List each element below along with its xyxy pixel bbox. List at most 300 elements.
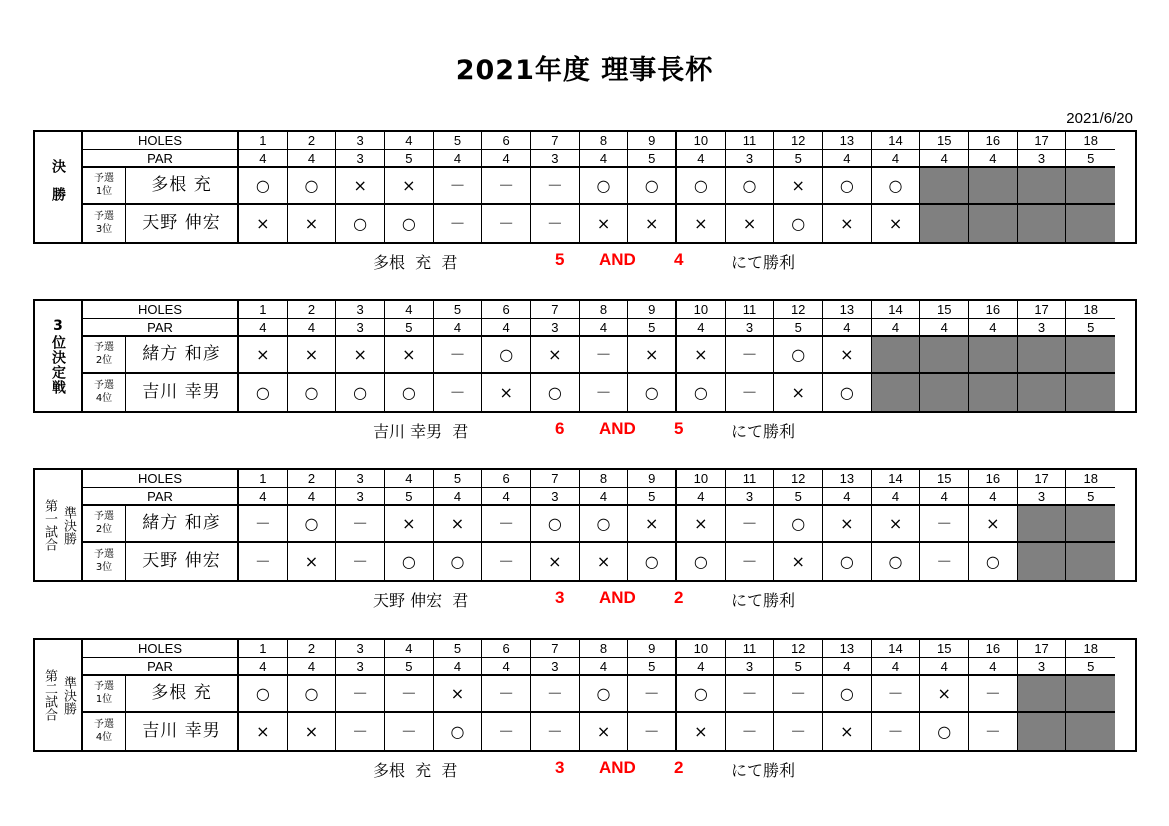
hole-result: ○ bbox=[288, 506, 337, 543]
round-label-sub: 第二試合 bbox=[42, 669, 57, 721]
hole-result: － bbox=[336, 676, 385, 713]
hole-result: ○ bbox=[872, 168, 921, 205]
hole-result: － bbox=[434, 337, 483, 374]
hole-number: 3 bbox=[336, 301, 385, 319]
hole-result: ○ bbox=[531, 506, 580, 543]
par-value: 4 bbox=[288, 658, 337, 676]
hole-number: 14 bbox=[872, 301, 921, 319]
par-value: 5 bbox=[385, 658, 434, 676]
event-date: 2021/6/20 bbox=[1066, 110, 1133, 127]
hole-number: 1 bbox=[239, 132, 288, 150]
and-label: AND bbox=[599, 758, 636, 777]
unplayed-hole-cell bbox=[920, 337, 969, 374]
hole-result: × bbox=[677, 205, 726, 242]
par-value: 4 bbox=[580, 319, 629, 337]
hole-result: × bbox=[434, 506, 483, 543]
hole-number: 10 bbox=[677, 640, 726, 658]
par-value: 4 bbox=[872, 488, 921, 506]
hole-number: 12 bbox=[774, 470, 823, 488]
par-value: 4 bbox=[288, 319, 337, 337]
hole-result: － bbox=[774, 713, 823, 750]
hole-result: － bbox=[580, 374, 629, 411]
hole-result: ○ bbox=[580, 168, 629, 205]
hole-number: 4 bbox=[385, 470, 434, 488]
hole-number: 18 bbox=[1066, 640, 1115, 658]
hole-result: × bbox=[774, 543, 823, 580]
hole-number: 6 bbox=[482, 301, 531, 319]
hole-result: × bbox=[385, 168, 434, 205]
hole-result: ○ bbox=[628, 374, 677, 411]
hole-result: － bbox=[239, 506, 288, 543]
par-value: 4 bbox=[920, 319, 969, 337]
hole-number: 12 bbox=[774, 640, 823, 658]
hole-result: × bbox=[774, 374, 823, 411]
hole-result: ○ bbox=[969, 543, 1018, 580]
winner-name: 吉川 幸男 君 bbox=[373, 422, 469, 441]
hole-number: 2 bbox=[288, 470, 337, 488]
hole-number: 6 bbox=[482, 640, 531, 658]
hole-result: － bbox=[726, 337, 775, 374]
hole-result: × bbox=[823, 337, 872, 374]
match-grid bbox=[33, 638, 1137, 752]
round-label: 決勝 bbox=[35, 132, 83, 242]
hole-number: 15 bbox=[920, 640, 969, 658]
unplayed-hole-cell bbox=[1018, 374, 1067, 411]
hole-result: ○ bbox=[774, 337, 823, 374]
hole-result: ○ bbox=[336, 205, 385, 242]
hole-result: × bbox=[288, 713, 337, 750]
holes-up: 3 bbox=[555, 758, 565, 777]
par-value: 4 bbox=[823, 150, 872, 168]
hole-result: × bbox=[677, 337, 726, 374]
hole-number: 9 bbox=[628, 640, 677, 658]
hole-number: 9 bbox=[628, 132, 677, 150]
hole-number: 17 bbox=[1018, 640, 1067, 658]
par-value: 5 bbox=[628, 150, 677, 168]
holes-remaining: 4 bbox=[674, 250, 684, 269]
hole-result: × bbox=[774, 168, 823, 205]
hole-number: 1 bbox=[239, 640, 288, 658]
par-value: 5 bbox=[1066, 488, 1115, 506]
unplayed-hole-cell bbox=[1066, 168, 1115, 205]
hole-result: × bbox=[531, 337, 580, 374]
par-value: 4 bbox=[677, 658, 726, 676]
hole-number: 15 bbox=[920, 132, 969, 150]
hole-result: × bbox=[239, 713, 288, 750]
hole-result: ○ bbox=[531, 374, 580, 411]
player-name: 吉川 幸男 bbox=[126, 374, 239, 411]
and-label: AND bbox=[599, 588, 636, 607]
par-value: 4 bbox=[434, 150, 483, 168]
hole-result: × bbox=[872, 205, 921, 242]
holes-remaining: 2 bbox=[674, 758, 684, 777]
par-value: 5 bbox=[628, 319, 677, 337]
hole-number: 12 bbox=[774, 132, 823, 150]
unplayed-hole-cell bbox=[920, 168, 969, 205]
hole-number: 16 bbox=[969, 640, 1018, 658]
unplayed-hole-cell bbox=[1066, 713, 1115, 750]
holes-remaining: 5 bbox=[674, 419, 684, 438]
hole-result: × bbox=[385, 506, 434, 543]
hole-number: 2 bbox=[288, 132, 337, 150]
hole-result: ○ bbox=[288, 168, 337, 205]
unplayed-hole-cell bbox=[1066, 337, 1115, 374]
hole-result: ○ bbox=[677, 168, 726, 205]
hole-result: － bbox=[482, 205, 531, 242]
unplayed-hole-cell bbox=[1018, 713, 1067, 750]
hole-result: － bbox=[531, 205, 580, 242]
par-value: 4 bbox=[920, 488, 969, 506]
hole-result: × bbox=[823, 713, 872, 750]
hole-number: 16 bbox=[969, 132, 1018, 150]
hole-number: 3 bbox=[336, 470, 385, 488]
par-label: PAR bbox=[83, 488, 239, 506]
hole-result: × bbox=[677, 713, 726, 750]
holes-up: 3 bbox=[555, 588, 565, 607]
par-value: 4 bbox=[580, 150, 629, 168]
unplayed-hole-cell bbox=[1018, 205, 1067, 242]
round-label-sub: 第一試合 bbox=[42, 499, 57, 551]
hole-result: － bbox=[336, 506, 385, 543]
unplayed-hole-cell bbox=[1018, 543, 1067, 580]
hole-result: ○ bbox=[774, 205, 823, 242]
hole-number: 8 bbox=[580, 132, 629, 150]
holes-label: HOLES bbox=[83, 301, 239, 319]
hole-result: ○ bbox=[288, 676, 337, 713]
round-label-main: 準決勝 bbox=[60, 505, 76, 545]
hole-result: ○ bbox=[580, 676, 629, 713]
round-label: 3位決定戦 bbox=[35, 301, 83, 411]
hole-number: 18 bbox=[1066, 132, 1115, 150]
hole-number: 11 bbox=[726, 132, 775, 150]
par-value: 4 bbox=[288, 488, 337, 506]
match-summary bbox=[33, 250, 1133, 274]
hole-result: － bbox=[434, 168, 483, 205]
hole-result: － bbox=[434, 374, 483, 411]
hole-number: 3 bbox=[336, 640, 385, 658]
par-value: 5 bbox=[1066, 658, 1115, 676]
hole-number: 1 bbox=[239, 301, 288, 319]
par-value: 3 bbox=[1018, 488, 1067, 506]
hole-number: 5 bbox=[434, 132, 483, 150]
unplayed-hole-cell bbox=[1066, 676, 1115, 713]
par-value: 3 bbox=[336, 488, 385, 506]
hole-number: 5 bbox=[434, 640, 483, 658]
par-value: 4 bbox=[920, 150, 969, 168]
par-value: 4 bbox=[823, 488, 872, 506]
hole-number: 7 bbox=[531, 470, 580, 488]
hole-result: ○ bbox=[677, 543, 726, 580]
hole-result: － bbox=[726, 506, 775, 543]
par-value: 5 bbox=[774, 150, 823, 168]
match-summary bbox=[33, 588, 1133, 612]
hole-result: ○ bbox=[628, 168, 677, 205]
hole-result: ○ bbox=[434, 543, 483, 580]
hole-result: ○ bbox=[628, 543, 677, 580]
hole-result: ○ bbox=[434, 713, 483, 750]
match-grid bbox=[33, 299, 1137, 413]
hole-number: 3 bbox=[336, 132, 385, 150]
unplayed-hole-cell bbox=[1018, 168, 1067, 205]
par-label: PAR bbox=[83, 150, 239, 168]
player-name: 緒方 和彦 bbox=[126, 506, 239, 543]
hole-number: 14 bbox=[872, 470, 921, 488]
winner-name: 天野 伸宏 君 bbox=[373, 591, 469, 610]
par-value: 4 bbox=[677, 150, 726, 168]
hole-number: 13 bbox=[823, 470, 872, 488]
hole-result: ○ bbox=[288, 374, 337, 411]
qualifying-rank: 予選 4位 bbox=[83, 713, 126, 750]
holes-up: 5 bbox=[555, 250, 565, 269]
hole-result: ○ bbox=[239, 168, 288, 205]
match-grid bbox=[33, 130, 1137, 244]
hole-result: × bbox=[628, 205, 677, 242]
par-value: 3 bbox=[726, 658, 775, 676]
hole-number: 10 bbox=[677, 301, 726, 319]
hole-result: × bbox=[239, 337, 288, 374]
par-value: 4 bbox=[823, 319, 872, 337]
par-value: 3 bbox=[1018, 658, 1067, 676]
unplayed-hole-cell bbox=[969, 374, 1018, 411]
par-value: 4 bbox=[580, 658, 629, 676]
unplayed-hole-cell bbox=[1066, 506, 1115, 543]
par-value: 3 bbox=[1018, 319, 1067, 337]
hole-number: 17 bbox=[1018, 470, 1067, 488]
par-value: 4 bbox=[239, 658, 288, 676]
hole-number: 18 bbox=[1066, 470, 1115, 488]
hole-result: － bbox=[726, 543, 775, 580]
match-summary bbox=[33, 419, 1133, 443]
hole-result: ○ bbox=[385, 543, 434, 580]
round-label bbox=[35, 640, 83, 750]
par-value: 5 bbox=[1066, 319, 1115, 337]
hole-result: － bbox=[434, 205, 483, 242]
hole-result: × bbox=[336, 168, 385, 205]
par-value: 4 bbox=[482, 150, 531, 168]
par-value: 4 bbox=[239, 319, 288, 337]
hole-result: ○ bbox=[239, 374, 288, 411]
par-value: 4 bbox=[434, 488, 483, 506]
par-value: 3 bbox=[531, 150, 580, 168]
hole-number: 11 bbox=[726, 640, 775, 658]
hole-result: － bbox=[920, 506, 969, 543]
hole-result: ○ bbox=[774, 506, 823, 543]
hole-result: × bbox=[531, 543, 580, 580]
match-summary bbox=[33, 758, 1133, 782]
player-name: 吉川 幸男 bbox=[126, 713, 239, 750]
par-value: 4 bbox=[482, 658, 531, 676]
hole-result: － bbox=[628, 676, 677, 713]
hole-result: － bbox=[531, 713, 580, 750]
hole-result: － bbox=[482, 506, 531, 543]
hole-result: － bbox=[482, 713, 531, 750]
hole-result: × bbox=[823, 205, 872, 242]
par-value: 3 bbox=[726, 488, 775, 506]
par-value: 5 bbox=[774, 658, 823, 676]
hole-result: × bbox=[580, 205, 629, 242]
unplayed-hole-cell bbox=[872, 337, 921, 374]
hole-number: 17 bbox=[1018, 301, 1067, 319]
hole-number: 13 bbox=[823, 640, 872, 658]
hole-result: ○ bbox=[677, 374, 726, 411]
hole-number: 7 bbox=[531, 640, 580, 658]
unplayed-hole-cell bbox=[969, 168, 1018, 205]
par-value: 4 bbox=[677, 319, 726, 337]
player-name: 緒方 和彦 bbox=[126, 337, 239, 374]
hole-result: × bbox=[336, 337, 385, 374]
hole-number: 14 bbox=[872, 132, 921, 150]
hole-result: ○ bbox=[239, 676, 288, 713]
par-value: 5 bbox=[628, 488, 677, 506]
par-value: 5 bbox=[774, 319, 823, 337]
hole-result: × bbox=[239, 205, 288, 242]
par-value: 4 bbox=[872, 150, 921, 168]
hole-number: 1 bbox=[239, 470, 288, 488]
hole-number: 2 bbox=[288, 301, 337, 319]
qualifying-rank: 予選 1位 bbox=[83, 676, 126, 713]
hole-result: ○ bbox=[336, 374, 385, 411]
par-value: 4 bbox=[482, 319, 531, 337]
hole-result: ○ bbox=[823, 168, 872, 205]
hole-number: 13 bbox=[823, 132, 872, 150]
winner-name: 多根 充 君 bbox=[373, 253, 458, 272]
win-suffix: にて勝利 bbox=[731, 761, 796, 780]
hole-result: － bbox=[628, 713, 677, 750]
par-value: 4 bbox=[239, 150, 288, 168]
qualifying-rank: 予選 2位 bbox=[83, 337, 126, 374]
hole-result: － bbox=[531, 168, 580, 205]
hole-result: － bbox=[385, 713, 434, 750]
hole-number: 13 bbox=[823, 301, 872, 319]
hole-number: 9 bbox=[628, 470, 677, 488]
par-value: 3 bbox=[726, 319, 775, 337]
hole-result: － bbox=[920, 543, 969, 580]
par-value: 4 bbox=[239, 488, 288, 506]
hole-number: 12 bbox=[774, 301, 823, 319]
hole-number: 4 bbox=[385, 301, 434, 319]
unplayed-hole-cell bbox=[920, 205, 969, 242]
par-value: 3 bbox=[531, 488, 580, 506]
par-value: 5 bbox=[385, 150, 434, 168]
par-value: 4 bbox=[580, 488, 629, 506]
hole-number: 10 bbox=[677, 470, 726, 488]
hole-number: 5 bbox=[434, 470, 483, 488]
unplayed-hole-cell bbox=[1018, 506, 1067, 543]
hole-result: － bbox=[385, 676, 434, 713]
unplayed-hole-cell bbox=[969, 205, 1018, 242]
hole-number: 10 bbox=[677, 132, 726, 150]
par-value: 3 bbox=[531, 319, 580, 337]
par-value: 4 bbox=[920, 658, 969, 676]
hole-number: 14 bbox=[872, 640, 921, 658]
hole-result: － bbox=[726, 676, 775, 713]
winner-name: 多根 充 君 bbox=[373, 761, 458, 780]
par-value: 4 bbox=[434, 319, 483, 337]
hole-number: 2 bbox=[288, 640, 337, 658]
qualifying-rank: 予選 1位 bbox=[83, 168, 126, 205]
hole-number: 4 bbox=[385, 640, 434, 658]
par-value: 3 bbox=[336, 319, 385, 337]
hole-result: ○ bbox=[823, 676, 872, 713]
win-suffix: にて勝利 bbox=[731, 591, 796, 610]
par-value: 4 bbox=[288, 150, 337, 168]
holes-label: HOLES bbox=[83, 470, 239, 488]
hole-result: × bbox=[434, 676, 483, 713]
and-label: AND bbox=[599, 419, 636, 438]
hole-result: － bbox=[872, 713, 921, 750]
hole-result: × bbox=[288, 543, 337, 580]
hole-result: × bbox=[726, 205, 775, 242]
round-label-main: 準決勝 bbox=[60, 675, 76, 715]
unplayed-hole-cell bbox=[969, 337, 1018, 374]
hole-result: ○ bbox=[580, 506, 629, 543]
hole-result: － bbox=[336, 543, 385, 580]
par-value: 3 bbox=[531, 658, 580, 676]
hole-result: ○ bbox=[385, 205, 434, 242]
hole-number: 6 bbox=[482, 132, 531, 150]
hole-result: ○ bbox=[726, 168, 775, 205]
hole-result: － bbox=[726, 374, 775, 411]
hole-result: × bbox=[969, 506, 1018, 543]
par-value: 4 bbox=[969, 150, 1018, 168]
par-value: 5 bbox=[385, 488, 434, 506]
par-value: 5 bbox=[1066, 150, 1115, 168]
player-name: 天野 伸宏 bbox=[126, 205, 239, 242]
hole-result: ○ bbox=[677, 676, 726, 713]
unplayed-hole-cell bbox=[920, 374, 969, 411]
par-value: 5 bbox=[774, 488, 823, 506]
hole-result: － bbox=[726, 713, 775, 750]
hole-result: × bbox=[482, 374, 531, 411]
player-name: 天野 伸宏 bbox=[126, 543, 239, 580]
unplayed-hole-cell bbox=[1018, 676, 1067, 713]
hole-result: × bbox=[628, 337, 677, 374]
hole-result: × bbox=[823, 506, 872, 543]
par-value: 5 bbox=[628, 658, 677, 676]
hole-number: 5 bbox=[434, 301, 483, 319]
hole-result: － bbox=[482, 543, 531, 580]
par-value: 4 bbox=[969, 658, 1018, 676]
hole-number: 9 bbox=[628, 301, 677, 319]
hole-result: ○ bbox=[482, 337, 531, 374]
hole-result: － bbox=[336, 713, 385, 750]
hole-result: － bbox=[969, 676, 1018, 713]
par-label: PAR bbox=[83, 658, 239, 676]
hole-number: 16 bbox=[969, 301, 1018, 319]
par-value: 3 bbox=[1018, 150, 1067, 168]
hole-number: 7 bbox=[531, 301, 580, 319]
hole-number: 8 bbox=[580, 301, 629, 319]
player-name: 多根 充 bbox=[126, 168, 239, 205]
hole-result: ○ bbox=[920, 713, 969, 750]
unplayed-hole-cell bbox=[872, 374, 921, 411]
hole-result: － bbox=[580, 337, 629, 374]
page-title: 2021年度 理事長杯 bbox=[455, 55, 714, 86]
qualifying-rank: 予選 4位 bbox=[83, 374, 126, 411]
hole-result: － bbox=[969, 713, 1018, 750]
qualifying-rank: 予選 3位 bbox=[83, 543, 126, 580]
hole-result: － bbox=[482, 168, 531, 205]
hole-result: × bbox=[288, 337, 337, 374]
par-value: 4 bbox=[872, 658, 921, 676]
match-grid bbox=[33, 468, 1137, 582]
unplayed-hole-cell bbox=[1066, 543, 1115, 580]
hole-result: × bbox=[288, 205, 337, 242]
round-label bbox=[35, 470, 83, 580]
par-label: PAR bbox=[83, 319, 239, 337]
hole-result: × bbox=[872, 506, 921, 543]
par-value: 3 bbox=[726, 150, 775, 168]
